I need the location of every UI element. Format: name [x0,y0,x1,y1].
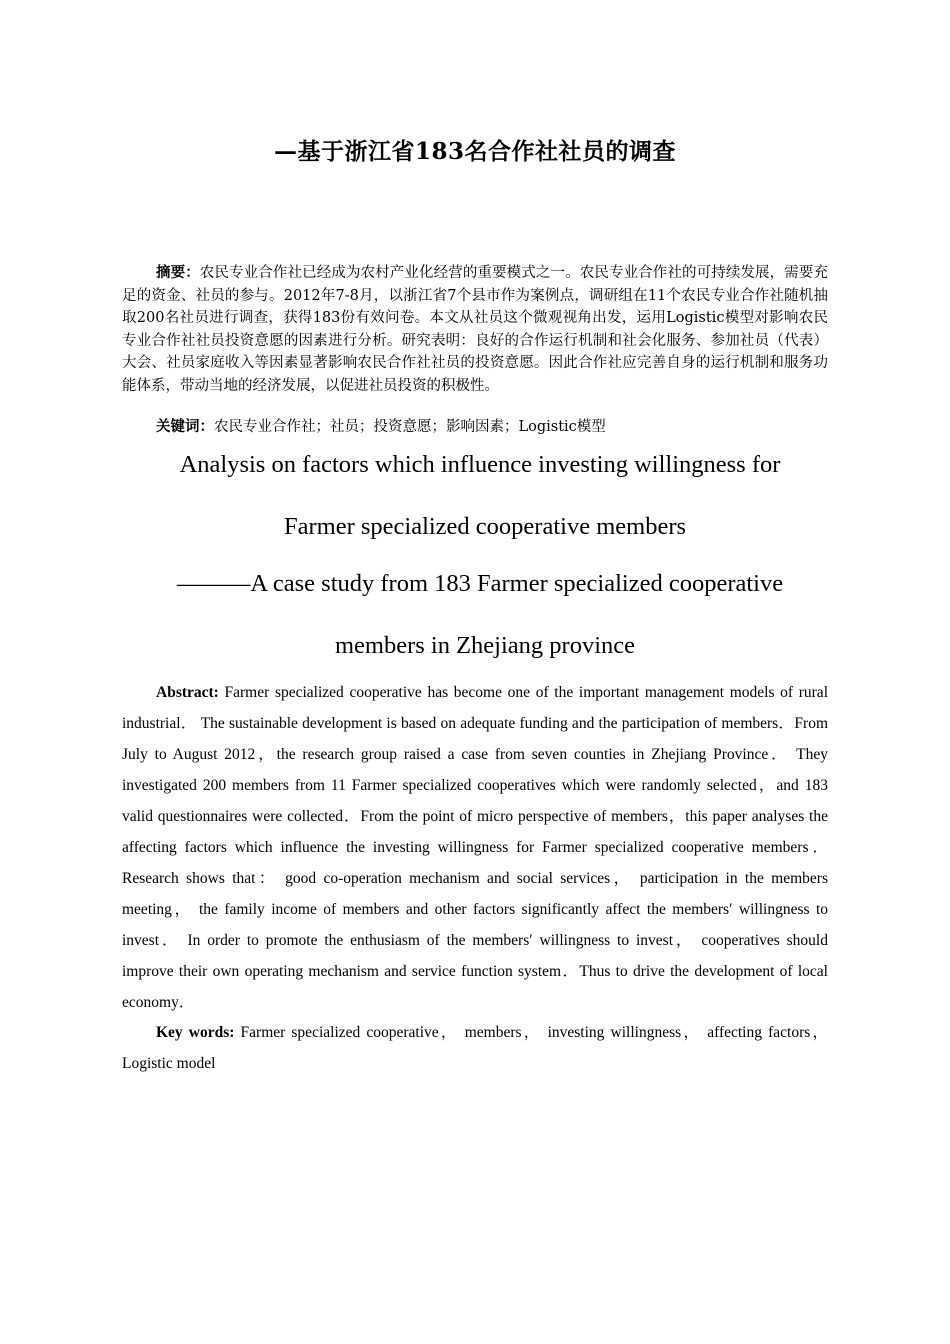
english-abstract-label: Abstract: [156,684,219,701]
chinese-subtitle: —基于浙江省183名合作社社员的调查 [273,138,676,165]
chinese-keywords [122,416,828,438]
chinese-keywords-text: 农民专业合作社；社员；投资意愿；影响因素；Logistic模型 [214,419,606,435]
english-keywords [122,1017,828,1079]
english-keywords-text: Farmer specialized cooperative， members， investing willingness， affecting factors，Logistic model [122,1024,828,1072]
chinese-abstract-label: 摘要： [156,264,200,281]
chinese-abstract [122,262,828,398]
english-subtitle-line-2: members in Zhejiang province [334,632,636,659]
english-subtitle-line-1: ———A case study from 183 Farmer specialized cooperative [176,570,784,597]
english-title-line-1: Analysis on factors which influence investing willingness for [179,451,781,478]
english-keywords-label: Key words: [156,1024,235,1041]
english-abstract-text: Farmer specialized cooperative has become one of the important management models of rural industrial． The sustainable development is based on adequate funding and the participation of members．From July to August 2012，the research group raised a case from seven counties in Zhejiang Province． They investigated 200 members from 11 Farmer specialized cooperatives which were randomly selected，and 183 valid questionnaires were collected．From the point of micro perspective of members，this paper analyses the affecting factors which influence the investing willingness for Farmer specialized cooperative members． Research shows that： good co-operation mechanism and social services， participation in the members meeting， the family income of members and other factors significantly affect the members′ willingness to invest． In order to promote the enthusiasm of the members′ willingness to invest， cooperatives should improve their own operating mechanism and service function system．Thus to drive the development of local economy． [122,684,828,1011]
chinese-keywords-label: 关键词： [156,418,214,435]
english-title-line-2: Farmer specialized cooperative members [283,513,687,540]
english-abstract [122,677,828,1018]
chinese-abstract-text: 农民专业合作社已经成为农村产业化经营的重要模式之一。农民专业合作社的可持续发展，需要充足的资金、社员的参与。2012年7-8月，以浙江省7个县市作为案例点，调研组在11个农民专业合作社随机抽取200名社员进行调查，获得183份有效问卷。本文从社员这个微观视角出发，运用Logistic模型对影响农民专业合作社社员投资意愿的因素进行分析。研究表明：良好的合作运行机制和社会化服务、参加社员（代表）大会、社员家庭收入等因素显著影响农民合作社社员的投资意愿。因此合作社应完善自身的运行机制和服务功能体系，带动当地的经济发展，以促进社员投资的积极性。 [122,265,829,394]
